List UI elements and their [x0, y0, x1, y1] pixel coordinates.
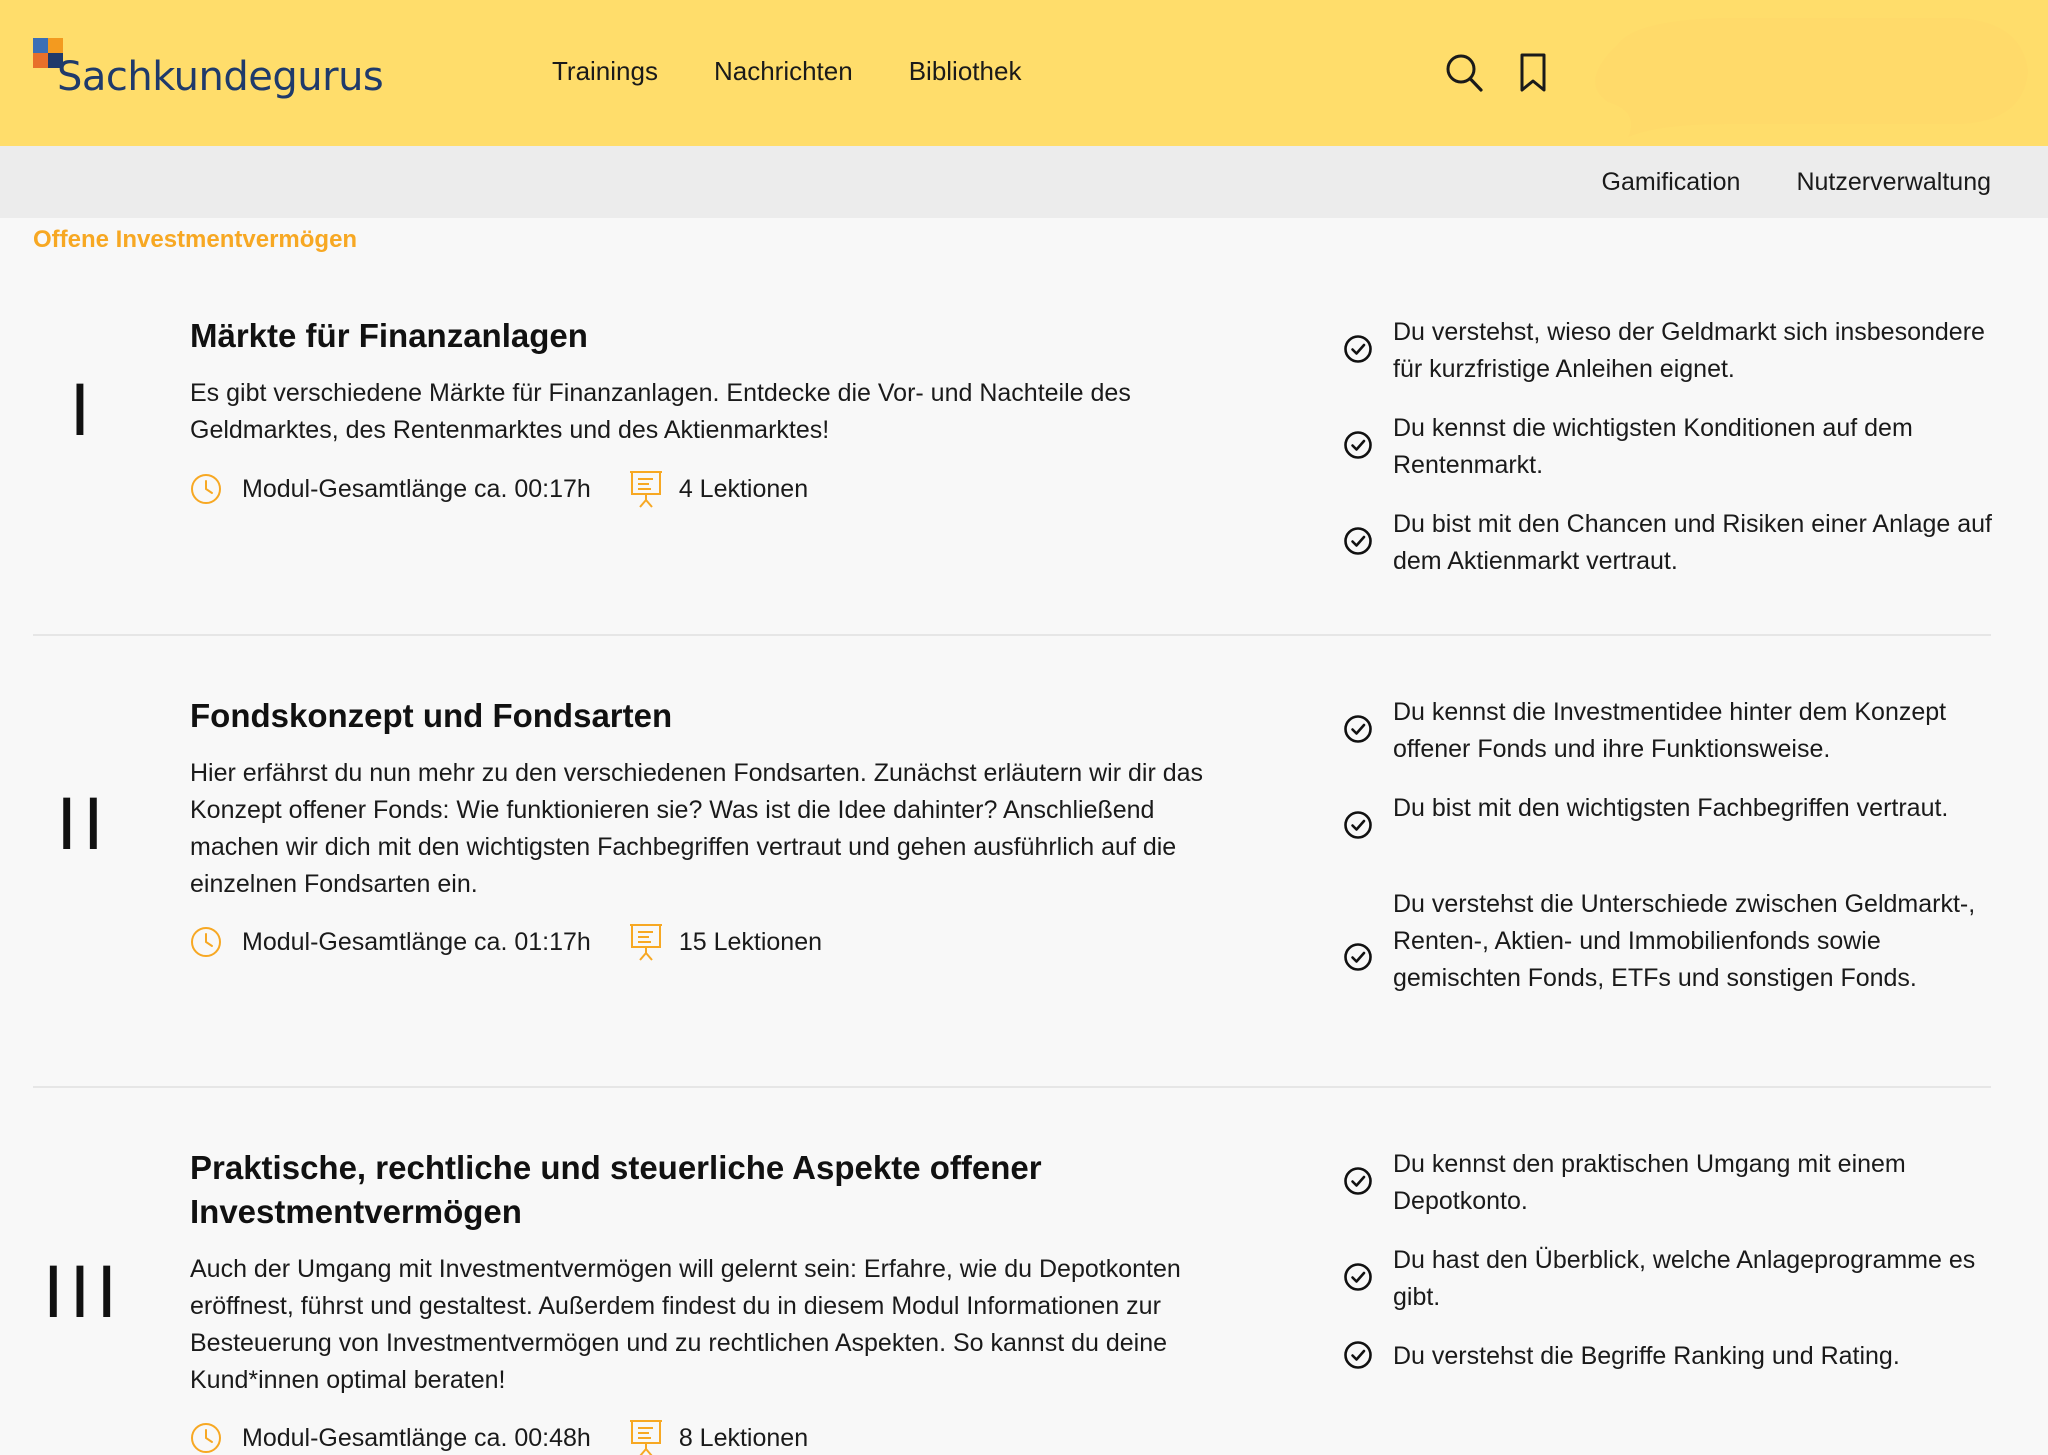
check-circle-icon [1343, 942, 1373, 972]
check-circle-icon [1343, 810, 1373, 840]
goal-text: Du verstehst die Begriffe Ranking und Rating. [1393, 1342, 1900, 1370]
check-circle-icon [1343, 714, 1373, 744]
module-duration: Modul-Gesamtlänge ca. 00:17h [242, 474, 591, 503]
module-title[interactable]: Märkte für Finanzanlagen [190, 317, 588, 354]
module-card [33, 1132, 1991, 1455]
main-nav [552, 56, 1021, 87]
goal-text: Du verstehst die Unterschiede zwischen Geldmarkt-, Renten-, Aktien- und Immobilienfonds sowie gemischten Fonds, ETFs und sonstigen Fonds. [1393, 890, 1976, 992]
check-circle-icon [1343, 1262, 1373, 1292]
module-title[interactable]: Fondskonzept und Fondsarten [190, 697, 673, 734]
module-title[interactable]: Praktische, rechtliche und steuerliche Aspekte offener Investmentvermögen [190, 1149, 1042, 1230]
clock-icon [190, 1422, 222, 1454]
user-menu-bubble[interactable] [1578, 12, 2038, 137]
nav-nutzerverwaltung[interactable]: Nutzerverwaltung [1796, 168, 1991, 196]
goal-text: Du kennst die Investmentidee hinter dem Konzept offener Fonds und ihre Funktionsweise. [1393, 698, 1947, 763]
module-card [33, 300, 1991, 636]
module-description: Es gibt verschiedene Märkte für Finanzanlagen. Entdecke die Vor- und Nachteile des Geldmarktes, des Rentenmarktes und des Aktienmarktes! [190, 379, 1131, 444]
check-circle-icon [1343, 1166, 1373, 1196]
divider [33, 634, 1991, 636]
module-duration: Modul-Gesamtlänge ca. 01:17h [242, 927, 591, 956]
check-circle-icon [1343, 526, 1373, 556]
module-lessons: 15 Lektionen [678, 927, 823, 956]
nav-trainings[interactable]: Trainings [552, 56, 658, 86]
module-numeral: III [43, 1252, 123, 1334]
nav-bibliothek[interactable]: Bibliothek [908, 56, 1022, 86]
clock-icon [190, 926, 222, 958]
breadcrumb[interactable]: Offene Investmentvermögen [33, 226, 358, 253]
nav-gamification[interactable]: Gamification [1601, 168, 1741, 196]
module-card [33, 680, 1991, 1088]
logo-text: Sachkundegurus [57, 54, 384, 100]
divider [33, 1086, 1991, 1088]
module-meta [190, 1418, 808, 1455]
goal-text: Du hast den Überblick, welche Anlageprogramme es gibt. [1393, 1246, 1976, 1311]
module-description: Auch der Umgang mit Investmentvermögen will gelernt sein: Erfahre, wie du Depotkonten eröffnest, führst und gestaltest. Außerdem findest du in diesem Modul Informationen zur Besteuerung von Investmentvermögen und zu rechtlichen Aspekten. So kannst du deine Kund*innen optimal beraten! [190, 1255, 1181, 1394]
goal-text: Du bist mit den Chancen und Risiken einer Anlage auf dem Aktienmarkt vertraut. [1393, 510, 1992, 575]
search-icon[interactable] [1444, 52, 1484, 94]
presentation-icon [629, 922, 663, 962]
top-header [0, 0, 2048, 146]
logo[interactable] [33, 38, 393, 108]
module-meta [190, 469, 808, 509]
presentation-icon [629, 469, 663, 509]
module-numeral: II [56, 784, 110, 866]
check-circle-icon [1343, 430, 1373, 460]
check-circle-icon [1343, 1340, 1373, 1370]
sub-header [0, 146, 2048, 218]
nav-nachrichten[interactable]: Nachrichten [713, 56, 853, 86]
module-meta [190, 922, 822, 962]
bookmark-icon[interactable] [1518, 52, 1550, 94]
module-lessons: 4 Lektionen [678, 474, 809, 503]
admin-nav [1602, 168, 1991, 197]
module-duration: Modul-Gesamtlänge ca. 00:48h [242, 1423, 591, 1452]
presentation-icon [629, 1418, 663, 1455]
module-lessons: 8 Lektionen [678, 1423, 809, 1452]
module-numeral: I [69, 370, 97, 452]
goal-text: Du kennst die wichtigsten Konditionen auf dem Rentenmarkt. [1393, 414, 1913, 479]
module-description: Hier erfährst du nun mehr zu den verschiedenen Fondsarten. Zunächst erläutern wir dir das Konzept offener Fonds: Wie funktionieren sie? Was ist die Idee dahinter? Anschließend machen wir dich mit den wichtigsten Fachbegriffen vertraut und gehen ausführlich auf die einzelnen Fondsarten ein. [190, 759, 1204, 898]
clock-icon [190, 473, 222, 505]
goal-text: Du kennst den praktischen Umgang mit einem Depotkonto. [1393, 1150, 1906, 1215]
check-circle-icon [1343, 334, 1373, 364]
goal-text: Du bist mit den wichtigsten Fachbegriffen vertraut. [1393, 794, 1949, 822]
goal-text: Du verstehst, wieso der Geldmarkt sich insbesondere für kurzfristige Anleihen eignet. [1393, 318, 1985, 383]
